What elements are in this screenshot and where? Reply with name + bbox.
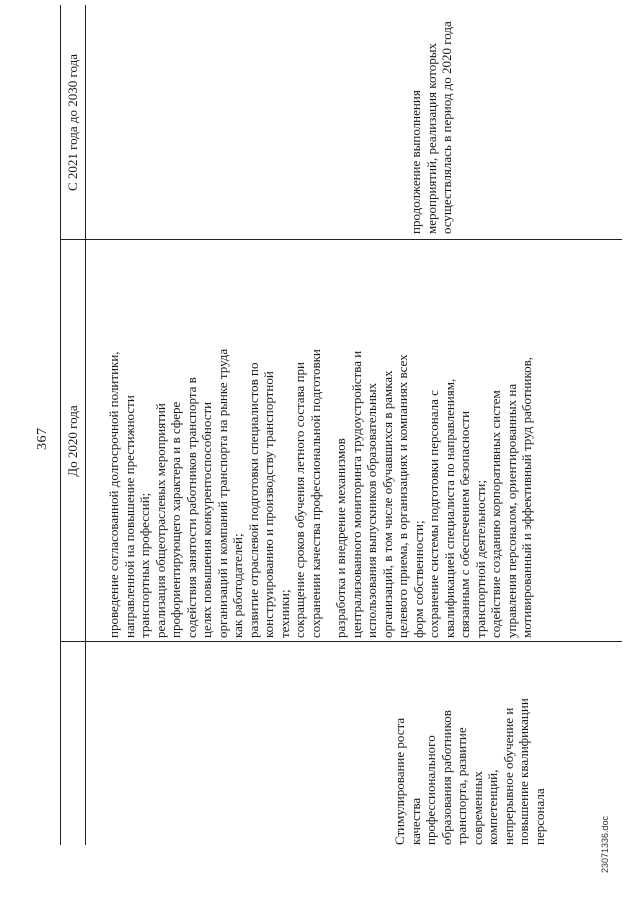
cell-line: повышение квалификации [516, 698, 531, 845]
document-file-mark: 23071336.doc [600, 815, 610, 873]
cell-line: Стимулирование роста [392, 717, 407, 845]
cell-line: развитие отраслевой подготовки специалистов по [245, 362, 261, 638]
cell-line: транспортных профессий; [137, 492, 152, 638]
cell-line: непрерывное обучение и [500, 707, 516, 845]
cell-line: техники; [276, 589, 292, 638]
cell-line: сохранение системы подготовки персонала с [426, 390, 441, 638]
cell-line: содействия занятости работников транспорта в [183, 377, 199, 638]
cell-line: профессионального [423, 735, 438, 845]
cell-line: организаций, в том числе обучавшихся в рамках [379, 370, 395, 638]
cell-line: управления персоналом, ориентированных на [503, 383, 519, 638]
cell-line: как работодателей; [230, 533, 245, 638]
cell-line: использования выпускников образовательных [364, 382, 379, 638]
cell-line: квалификацией специалиста по направлениям, [441, 378, 457, 638]
measures-group-bottom [333, 243, 535, 638]
header-2021-2030: С 2021 года до 2030 года [65, 53, 80, 192]
measures-2021-2030-cell [408, 9, 455, 234]
cell-line: разработка и внедрение механизмов [333, 438, 348, 638]
cell-line: образования работников [438, 710, 454, 845]
cell-line: целях повышения конкурентоспособности [199, 401, 214, 638]
column-divider [86, 641, 622, 642]
cell-line: персонала [531, 788, 547, 845]
cell-line: проведение согласованной долгосрочной политики, [106, 351, 121, 638]
cell-line: профориентирующего характера и в сфере [168, 401, 183, 638]
measures-until-2020-cell [106, 243, 535, 638]
cell-line: осуществлялась в период до 2020 года [439, 21, 454, 234]
cell-line: направленной на повышение престижности [121, 395, 137, 638]
table-header-row [61, 5, 86, 845]
column-divider [86, 239, 622, 240]
header-until-2020: До 2020 года [65, 405, 80, 477]
cell-line: сокращение сроков обучения летного состава при [292, 362, 307, 638]
cell-line: транспортной деятельности; [472, 480, 488, 638]
cell-line: содействие созданию корпоративных систем [488, 390, 503, 638]
strategy-table [60, 5, 622, 845]
cell-line: продолжение выполнения [408, 90, 423, 234]
cell-line: сохранении качества профессиональной подготовки [307, 349, 323, 638]
cell-line: транспорта, развитие [454, 727, 469, 845]
cell-line: организаций и компаний транспорта на рынке труда [214, 348, 230, 638]
cell-line: форм собственности; [410, 520, 426, 638]
cell-line: качества [407, 797, 423, 845]
cell-line: конструированию и производству транспортной [261, 371, 276, 638]
page-number: 367 [35, 427, 50, 450]
cell-line: целевого приема, в организациях и компаниях всех [395, 354, 410, 638]
table-row [86, 5, 622, 845]
cell-line: централизованного мониторинга трудоустройства и [348, 350, 364, 638]
goal-cell [392, 645, 547, 845]
cell-line: компетенций, [485, 769, 500, 845]
cell-line: мотивированный и эффективный труд работников, [519, 356, 534, 638]
cell-line: современных [469, 771, 485, 845]
measures-group-top [106, 243, 323, 638]
cell-line: связанным с обеспечением безопасности [457, 410, 472, 638]
cell-line: реализация общеотраслевых мероприятий [152, 403, 168, 638]
cell-line: мероприятий, реализация которых [423, 42, 439, 234]
